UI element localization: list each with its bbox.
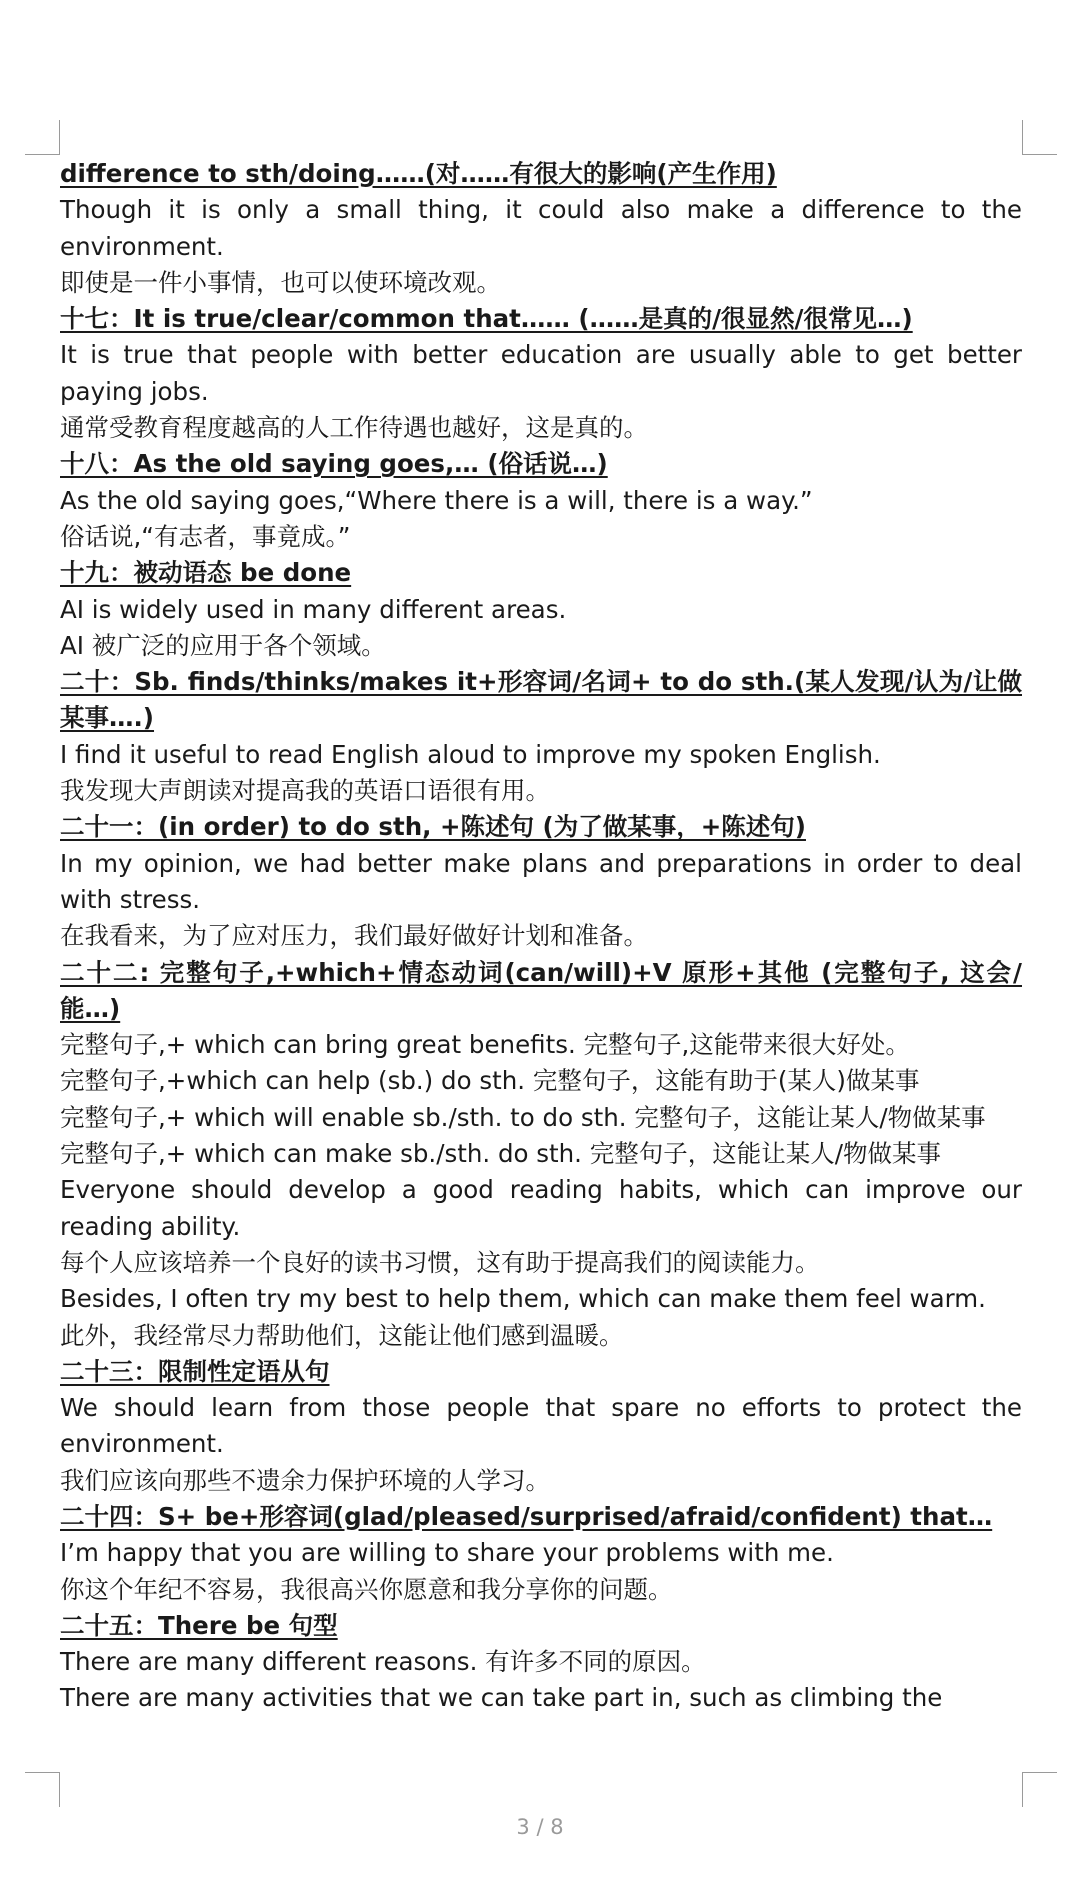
example-sentence: I’m happy that you are willing to share your problems with me. <box>60 1538 834 1568</box>
pattern-sentence: 完整句子,+ which will enable sb./sth. to do sth. 完整句子，这能让某人/物做某事 <box>60 1102 986 1132</box>
page-corner-mark-bottom-right <box>1022 1772 1057 1807</box>
pattern-sentence: 完整句子,+ which can make sb./sth. do sth. 完整句子，这能让某人/物做某事 <box>60 1139 942 1169</box>
translation-sentence: 在我看来，为了应对压力，我们最好做好计划和准备。 <box>60 921 648 951</box>
translation-sentence: 我发现大声朗读对提高我的英语口语很有用。 <box>60 776 550 806</box>
example-sentence: There are many different reasons. 有许多不同的原因。 <box>60 1647 706 1677</box>
example-sentence: Everyone should develop a good reading habits, which can improve our reading ability. <box>60 1175 1022 1241</box>
example-sentence: I find it useful to read English aloud to improve my spoken English. <box>60 739 881 769</box>
section-heading: 二十二: 完整句子,+which+情态动词(can/will)+V 原形+其他 (完整句子, 这会/能…) <box>60 957 1022 1023</box>
example-sentence: There are many activities that we can take part in, such as climbing the <box>60 1683 943 1713</box>
section-heading: 十九：被动语态 be done <box>60 558 352 588</box>
translation-sentence: 此外，我经常尽力帮助他们，这能让他们感到温暖。 <box>60 1320 624 1350</box>
section-heading: 二十：Sb. finds/thinks/makes it+形容词/名词+ to do sth.(某人发现/认为/让做某事….) <box>60 667 1022 733</box>
pattern-sentence: 完整句子,+ which can bring great benefits. 完整句子,这能带来很大好处。 <box>60 1030 910 1060</box>
translation-sentence: 你这个年纪不容易，我很高兴你愿意和我分享你的问题。 <box>60 1574 673 1604</box>
example-sentence: As the old saying goes,“Where there is a will, there is a way.” <box>60 485 813 515</box>
translation-sentence: 通常受教育程度越高的人工作待遇也越好，这是真的。 <box>60 413 648 443</box>
section-heading: 十八：As the old saying goes,… (俗话说…) <box>60 449 608 479</box>
example-sentence: Besides, I often try my best to help them, which can make them feel warm. <box>60 1284 986 1314</box>
translation-sentence: 每个人应该培养一个良好的读书习惯，这有助于提高我们的阅读能力。 <box>60 1247 820 1277</box>
translation-sentence: 俗话说,“有志者，事竟成。” <box>60 521 351 551</box>
example-sentence: AI is widely used in many different areas. <box>60 594 567 624</box>
section-heading: 二十一：(in order) to do sth, +陈述句 (为了做某事，+陈述句) <box>60 812 806 842</box>
page-corner-mark-bottom-left <box>25 1772 60 1807</box>
section-heading: difference to sth/doing……(对……有很大的影响(产生作用) <box>60 159 777 188</box>
section-heading: 二十三：限制性定语从句 <box>60 1356 330 1386</box>
example-sentence: We should learn from those people that spare no efforts to protect the environment. <box>60 1393 1022 1459</box>
translation-sentence: 我们应该向那些不遗余力保护环境的人学习。 <box>60 1465 550 1495</box>
section-heading: 十七：It is true/clear/common that…… (……是真的/很显然/很常见…) <box>60 304 913 334</box>
section-heading: 二十四：S+ be+形容词(glad/pleased/surprised/afraid/confident) that… <box>60 1501 993 1531</box>
page-corner-mark-top-right <box>1022 120 1057 155</box>
pattern-sentence: 完整句子,+which can help (sb.) do sth. 完整句子，这能有助于(某人)做某事 <box>60 1066 920 1096</box>
example-sentence: In my opinion, we had better make plans and preparations in order to deal with stress. <box>60 848 1022 914</box>
section-heading: 二十五：There be 句型 <box>60 1610 338 1640</box>
example-sentence: It is true that people with better education are usually able to get better paying jobs. <box>60 340 1022 406</box>
document-body <box>60 156 1022 1717</box>
translation-sentence: 即使是一件小事情，也可以使环境改观。 <box>60 267 501 297</box>
page-corner-mark-top-left <box>25 120 60 155</box>
page-number: 3 / 8 <box>516 1815 564 1839</box>
translation-sentence: AI 被广泛的应用于各个领域。 <box>60 630 386 660</box>
example-sentence: Though it is only a small thing, it could also make a difference to the environment. <box>60 195 1022 261</box>
